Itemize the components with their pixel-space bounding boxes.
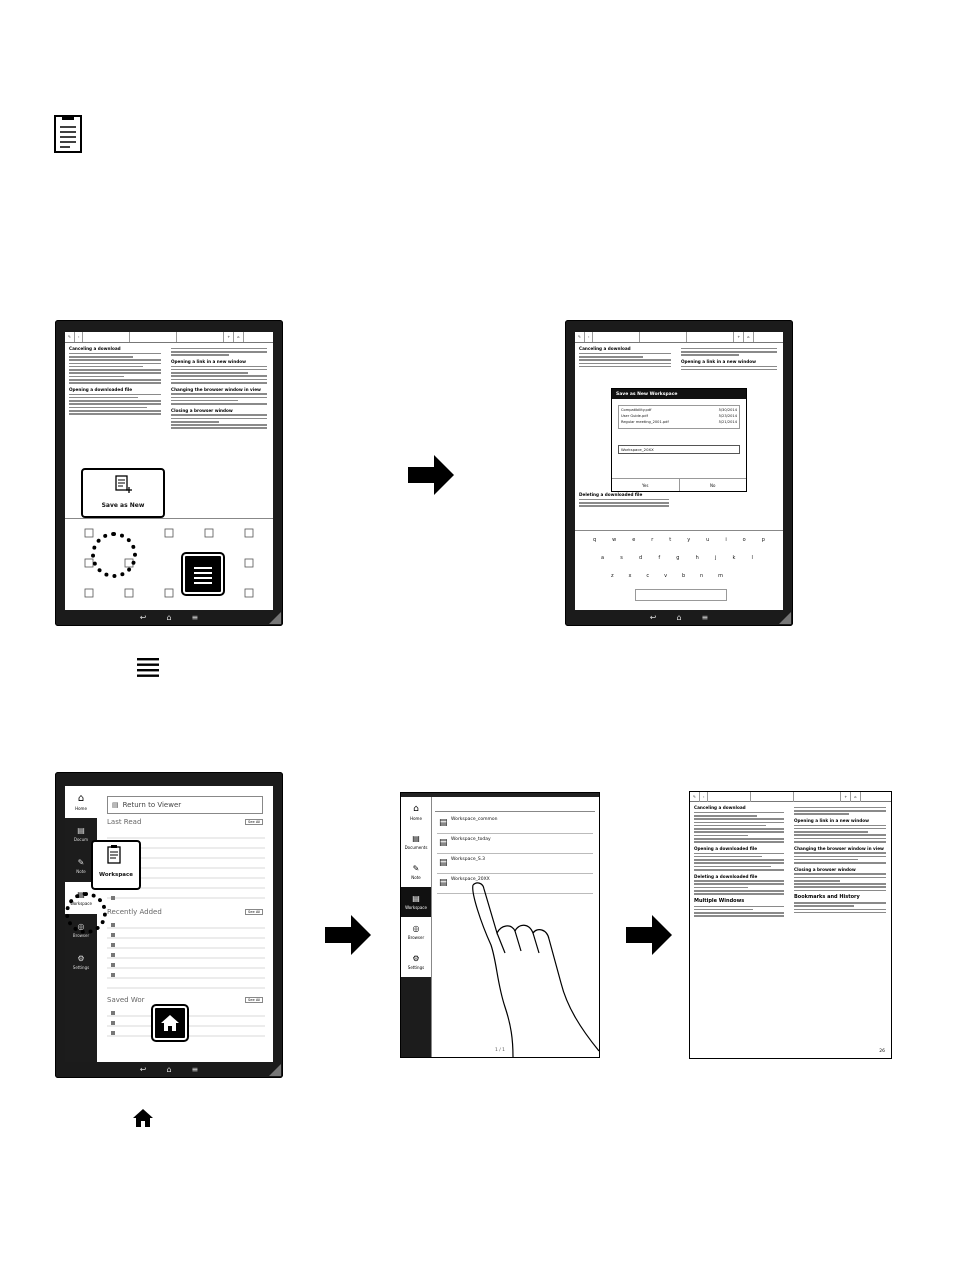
keyboard-key[interactable]: u: [706, 537, 710, 543]
no-button[interactable]: No: [710, 482, 716, 488]
workspace-name: Workspace_today: [451, 837, 491, 842]
return-to-viewer-button[interactable]: ▤ Return to Viewer: [107, 796, 263, 814]
keyboard-key[interactable]: e: [632, 537, 636, 543]
workspace-name: Workspace_S.3: [451, 857, 485, 862]
save-as-new-callout: [81, 468, 165, 518]
keyboard-key[interactable]: j: [714, 555, 717, 561]
arrow-right-icon: [626, 915, 672, 955]
keyboard-key[interactable]: w: [612, 537, 617, 543]
space-key[interactable]: [635, 589, 727, 601]
dialog-file-row: Regular meeting_2001.pdf 5/21/2014: [621, 420, 737, 424]
arrow-right-icon: [325, 915, 371, 955]
home-button-callout: [153, 1006, 187, 1040]
doc-heading: Multiple Windows: [694, 897, 745, 904]
sidebar-item-browser[interactable]: ◎ Browser: [72, 922, 90, 938]
save-as-new-icon: [113, 474, 133, 494]
document-icon: ▤: [439, 838, 448, 848]
dialog-title: Save as New Workspace: [612, 389, 746, 399]
menu-icon[interactable]: ≡: [701, 612, 709, 622]
device-nav-bar: [55, 608, 283, 626]
keyboard-key[interactable]: n: [700, 573, 704, 579]
dialog-file-row: Compatibility.pdf 5/30/2014: [621, 408, 737, 412]
see-all-button[interactable]: See All: [245, 909, 263, 915]
doc-heading: Opening a downloaded file: [694, 845, 758, 851]
see-all-button[interactable]: See All: [245, 819, 263, 825]
sidebar-item-home[interactable]: ⌂ Home: [401, 797, 431, 827]
sidebar-item-browser[interactable]: ◎ Browser: [401, 917, 431, 947]
keyboard-key[interactable]: k: [732, 555, 736, 561]
doc-heading: Changing the browser window in view: [171, 386, 261, 392]
doc-heading: Deleting a downloaded file: [694, 873, 758, 879]
doc-heading: Closing a browser window: [794, 866, 856, 872]
doc-heading: Canceling a download: [579, 346, 631, 351]
hand-tap-icon: [401, 793, 599, 1057]
doc-heading: Canceling a download: [694, 805, 746, 810]
arrow-right-icon: [408, 455, 454, 495]
menu-icon: [185, 556, 221, 592]
keyboard-key[interactable]: z: [611, 573, 614, 579]
on-screen-keyboard: [575, 530, 783, 610]
doc-heading: Closing a browser window: [171, 407, 233, 413]
home-icon: [133, 1109, 153, 1127]
keyboard-key[interactable]: x: [628, 573, 632, 579]
yes-button[interactable]: Yes: [612, 479, 680, 491]
device-screenshot-dialog: [565, 320, 793, 626]
sidebar-item-documents[interactable]: ▤ Documents: [401, 827, 431, 857]
keyboard-key[interactable]: a: [601, 555, 605, 561]
back-icon[interactable]: ↩: [649, 612, 657, 622]
doc-heading: Opening a link in a new window: [681, 358, 756, 364]
keyboard-key[interactable]: m: [718, 573, 723, 579]
doc-heading: Opening a downloaded file: [69, 386, 133, 392]
keyboard-key[interactable]: c: [646, 573, 650, 579]
document-icon: ▤: [112, 801, 119, 809]
sidebar-item-note[interactable]: ✎ Note: [76, 858, 86, 874]
menu-icon[interactable]: ≡: [191, 1064, 199, 1074]
menu-icon: [137, 657, 159, 677]
sidebar-item-workspace[interactable]: ▤ Workspace: [65, 882, 97, 914]
back-icon[interactable]: ↩: [139, 1064, 147, 1074]
back-icon[interactable]: ↩: [139, 612, 147, 622]
document-view-screen: [689, 791, 892, 1059]
device-nav-bar: [55, 1060, 283, 1078]
keyboard-key[interactable]: i: [725, 537, 727, 543]
keyboard-key[interactable]: p: [761, 537, 765, 543]
keyboard-key[interactable]: g: [676, 555, 680, 561]
document-icon: ▤: [439, 878, 448, 888]
doc-heading: Bookmarks and History: [794, 894, 860, 901]
menu-button-callout: [183, 554, 223, 594]
keyboard-key[interactable]: d: [639, 555, 643, 561]
section-saved-workspaces: Saved Wor: [107, 996, 145, 1004]
sidebar-item-settings[interactable]: ⚙ Settings: [401, 947, 431, 977]
save-as-new-label: Save as New: [101, 502, 145, 509]
home-icon[interactable]: ⌂: [676, 612, 682, 622]
save-workspace-dialog: [611, 388, 747, 492]
keyboard-key[interactable]: o: [742, 537, 746, 543]
see-all-button[interactable]: See All: [245, 997, 263, 1003]
home-icon: [155, 1008, 185, 1038]
section-recently-added: Recently Added: [107, 908, 162, 916]
browser-tab-bar: ✎ ‹ + ⌂: [575, 332, 783, 343]
page-number: 26: [879, 1049, 885, 1054]
page-indicator: 1 / 1: [494, 1048, 506, 1053]
doc-heading: Changing the browser window in view: [794, 845, 884, 851]
home-icon[interactable]: ⌂: [166, 612, 172, 622]
workspace-callout: [91, 840, 141, 890]
browser-tab-bar: ✎ ‹ + ⌂: [65, 332, 273, 343]
doc-heading: Opening a link in a new window: [794, 817, 869, 823]
browser-tab-bar: ✎ ‹ + ⌂: [690, 792, 891, 802]
sidebar-item-workspace[interactable]: ▤ Workspace: [401, 887, 431, 917]
document-icon: ▤: [439, 818, 448, 828]
workspace-icon: [106, 845, 126, 867]
keyboard-key[interactable]: h: [695, 555, 699, 561]
note-icon: [54, 115, 82, 153]
doc-heading: Deleting a downloaded file: [579, 492, 643, 497]
device-nav-bar: [565, 608, 793, 626]
sidebar-item-home[interactable]: ⌂ Home: [65, 786, 97, 818]
keyboard-key[interactable]: s: [620, 555, 623, 561]
device-screenshot-menu: [55, 320, 283, 626]
keyboard-key[interactable]: r: [651, 537, 654, 543]
dialog-file-row: User Guide.pdf 5/23/2014: [621, 414, 737, 418]
document-icon: ▤: [439, 858, 448, 868]
highlight-circle: [65, 892, 107, 934]
device-screenshot-home: [55, 772, 283, 1078]
workspace-name: Workspace_20XX: [451, 877, 490, 882]
sidebar-item-settings[interactable]: ⚙ Settings: [72, 954, 90, 970]
doc-heading: Opening a link in a new window: [171, 358, 246, 364]
keyboard-key[interactable]: b: [681, 573, 686, 579]
home-icon[interactable]: ⌂: [166, 1064, 172, 1074]
menu-icon[interactable]: ≡: [191, 612, 199, 622]
sidebar-item-note[interactable]: ✎ Note: [401, 857, 431, 887]
keyboard-key[interactable]: q: [593, 537, 597, 543]
workspace-name-field[interactable]: Workspace_20XX: [618, 445, 740, 454]
keyboard-key[interactable]: v: [664, 573, 668, 579]
workspace-name: Workspace_common: [451, 817, 498, 822]
keyboard-key[interactable]: t: [669, 537, 672, 543]
highlight-circle: [91, 532, 137, 578]
section-last-read: Last Read: [107, 818, 142, 826]
workspace-list-screen: [400, 792, 600, 1058]
doc-heading: Canceling a download: [69, 346, 121, 351]
keyboard-key[interactable]: y: [687, 537, 691, 543]
keyboard-key[interactable]: l: [751, 555, 753, 561]
sidebar-item-documents[interactable]: ▤ Docum: [73, 826, 89, 842]
keyboard-key[interactable]: f: [658, 555, 661, 561]
workspace-label: Workspace: [99, 872, 133, 878]
